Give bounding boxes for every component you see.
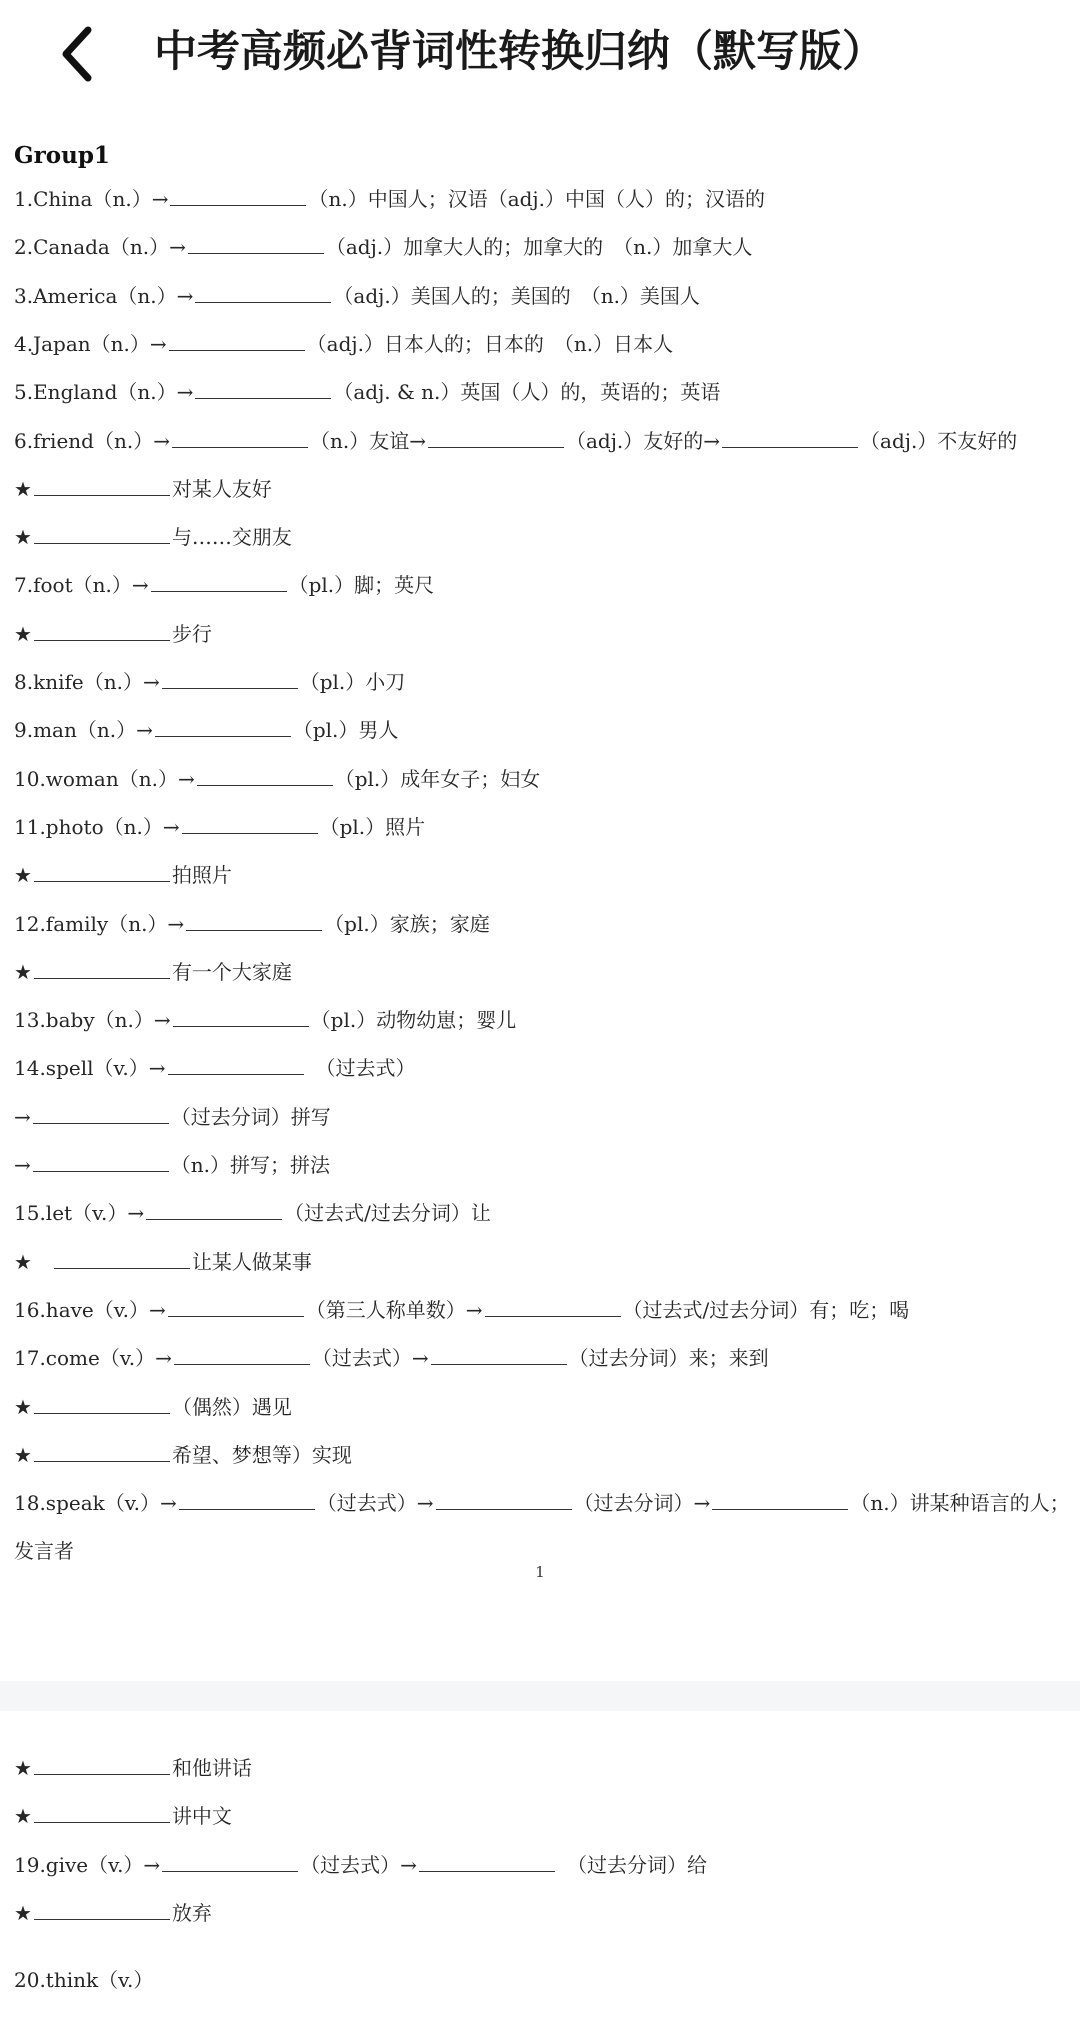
exercise-line bbox=[14, 710, 1080, 750]
line-text: （过去式）→ bbox=[311, 1346, 429, 1371]
back-button[interactable] bbox=[44, 18, 116, 90]
line-text: （pl.）小刀 bbox=[299, 670, 406, 694]
top-bar bbox=[0, 0, 1080, 108]
answer-blank[interactable] bbox=[172, 421, 308, 448]
exercise-line bbox=[14, 614, 1080, 654]
line-text: 对某人友好 bbox=[171, 476, 272, 501]
line-text: （过去分词）给 bbox=[556, 1852, 707, 1877]
answer-blank[interactable] bbox=[179, 1483, 315, 1510]
answer-blank[interactable] bbox=[34, 1893, 170, 1920]
answer-blank[interactable] bbox=[419, 1845, 555, 1872]
answer-blank[interactable] bbox=[34, 614, 170, 641]
answer-blank[interactable] bbox=[170, 179, 306, 206]
line-text: 14.spell（v.）→ bbox=[14, 1056, 166, 1081]
line-text: 放弃 bbox=[171, 1900, 212, 1925]
answer-blank[interactable] bbox=[197, 759, 333, 786]
line-text: 16.have（v.）→ bbox=[14, 1297, 166, 1322]
answer-blank[interactable] bbox=[182, 807, 318, 834]
line-text: （pl.）成年女子；妇女 bbox=[334, 766, 541, 791]
answer-blank[interactable] bbox=[195, 372, 331, 399]
answer-blank[interactable] bbox=[54, 1242, 190, 1269]
line-text: 11.photo（n.）→ bbox=[14, 814, 180, 839]
exercise-line bbox=[14, 662, 1080, 702]
line-text: （pl.）家族；家庭 bbox=[324, 911, 490, 936]
page-number: 1 bbox=[535, 1563, 545, 1581]
line-text: 12.family（n.）→ bbox=[14, 911, 185, 936]
line-text: 15.let（v.）→ bbox=[14, 1201, 145, 1226]
exercise-line bbox=[14, 904, 1080, 944]
answer-blank[interactable] bbox=[34, 952, 170, 979]
answer-blank[interactable] bbox=[33, 1097, 169, 1124]
line-text: ★ bbox=[14, 1756, 32, 1780]
line-text: 17.come（v.）→ bbox=[14, 1346, 172, 1371]
line-text: 拍照片 bbox=[171, 863, 232, 888]
line-text: （过去式/过去分词）让 bbox=[284, 1201, 491, 1226]
line-text: （adj. & n.）英国（人）的，英语的；英语 bbox=[333, 380, 721, 405]
answer-blank[interactable] bbox=[428, 421, 564, 448]
line-text: ★ bbox=[14, 1249, 52, 1274]
exercise-line bbox=[14, 1193, 1080, 1233]
answer-blank[interactable] bbox=[34, 1748, 170, 1775]
exercise-line bbox=[14, 469, 1080, 509]
exercise-line bbox=[14, 1748, 1080, 1788]
exercise-line bbox=[14, 565, 1080, 605]
line-text: ★ bbox=[14, 959, 32, 984]
line-text: （过去分词）拼写 bbox=[170, 1104, 331, 1129]
line-text: ★ bbox=[14, 1804, 32, 1829]
line-text: （pl.）男人 bbox=[292, 718, 399, 743]
answer-blank[interactable] bbox=[162, 662, 298, 689]
line-text: 3.America（n.）→ bbox=[14, 283, 194, 308]
exercise-line bbox=[14, 759, 1080, 799]
answer-blank[interactable] bbox=[151, 565, 287, 592]
line-text: 1.China（n.）→ bbox=[14, 187, 169, 211]
line-text: 10.woman（n.）→ bbox=[14, 766, 195, 791]
line-text: 步行 bbox=[171, 621, 212, 646]
line-text: ★ bbox=[14, 1394, 32, 1419]
line-text: 讲中文 bbox=[171, 1804, 232, 1829]
line-text: 5.England（n.）→ bbox=[14, 380, 194, 405]
exercise-line bbox=[14, 1048, 1080, 1088]
answer-blank[interactable] bbox=[155, 710, 291, 737]
answer-blank[interactable] bbox=[33, 1145, 169, 1172]
answer-blank[interactable] bbox=[174, 1338, 310, 1365]
answer-blank[interactable] bbox=[188, 227, 324, 254]
exercise-line bbox=[14, 421, 1080, 461]
line-text: （过去式） bbox=[305, 1056, 416, 1081]
chevron-left-icon bbox=[44, 18, 116, 90]
line-text: （n.）友谊→ bbox=[309, 428, 426, 453]
answer-blank[interactable] bbox=[195, 276, 331, 303]
line-text: ★ bbox=[14, 476, 32, 501]
exercise-line bbox=[14, 276, 1080, 316]
exercise-line bbox=[14, 1290, 1080, 1330]
line-text: ★ bbox=[14, 863, 32, 888]
line-text: 有一个大家庭 bbox=[171, 959, 292, 984]
line-text: ★ bbox=[14, 621, 32, 646]
line-text: 7.foot（n.）→ bbox=[14, 573, 149, 598]
line-text: ★ bbox=[14, 1442, 32, 1467]
line-text: 9.man（n.）→ bbox=[14, 718, 153, 743]
exercise-line bbox=[14, 1387, 1080, 1427]
exercise-line bbox=[14, 1097, 1080, 1137]
exercise-line bbox=[14, 855, 1080, 895]
line-text: 18.speak（v.）→ bbox=[14, 1491, 177, 1516]
line-text: 和他讲话 bbox=[171, 1756, 252, 1780]
exercise-line bbox=[14, 517, 1080, 557]
exercise-line bbox=[14, 1000, 1080, 1040]
line-text: （adj.）友好的→ bbox=[565, 428, 721, 453]
exercise-line bbox=[14, 807, 1080, 847]
answer-blank[interactable] bbox=[431, 1338, 567, 1365]
exercise-line bbox=[14, 324, 1080, 364]
exercise-line bbox=[14, 372, 1080, 412]
line-text: 19.give（v.）→ bbox=[14, 1852, 161, 1877]
answer-blank[interactable] bbox=[173, 1000, 309, 1027]
exercise-line bbox=[14, 1145, 1080, 1185]
line-text: （过去分词）→ bbox=[573, 1491, 711, 1516]
line-text: 与……交朋友 bbox=[171, 525, 292, 550]
answer-blank[interactable] bbox=[168, 1048, 304, 1075]
line-text: （过去式）→ bbox=[316, 1491, 434, 1516]
answer-blank[interactable] bbox=[34, 1796, 170, 1823]
answer-blank[interactable] bbox=[485, 1290, 621, 1317]
exercise-line bbox=[14, 1338, 1080, 1378]
exercise-line bbox=[14, 179, 1080, 219]
group-heading: Group1 bbox=[14, 142, 110, 169]
answer-blank[interactable] bbox=[34, 517, 170, 544]
line-text: （pl.）照片 bbox=[319, 814, 426, 839]
line-text: （过去式）→ bbox=[300, 1852, 417, 1877]
exercise-line bbox=[14, 1845, 1080, 1885]
line-text: 8.knife（n.）→ bbox=[14, 670, 160, 694]
line-text: （adj.）加拿大人的；加拿大的 （n.）加拿大人 bbox=[325, 235, 753, 260]
exercise-line bbox=[14, 1435, 1080, 1475]
line-text: （n.）拼写；拼法 bbox=[170, 1153, 331, 1177]
line-text: （过去式/过去分词）有；吃；喝 bbox=[622, 1297, 910, 1322]
answer-blank[interactable] bbox=[436, 1483, 572, 1510]
page-title: 中考高频必背词性转换归纳（默写版） bbox=[154, 27, 885, 77]
exercise-line bbox=[14, 1242, 1080, 1282]
answer-blank[interactable] bbox=[168, 1290, 304, 1317]
answer-blank[interactable] bbox=[34, 469, 170, 496]
line-text: 4.Japan（n.）→ bbox=[14, 331, 167, 356]
line-text: （n.）讲某种语言的人； bbox=[850, 1491, 1070, 1516]
exercise-line bbox=[14, 952, 1080, 992]
document-page-1[interactable] bbox=[0, 108, 1080, 1681]
line-text: 希望、梦想等）实现 bbox=[171, 1442, 352, 1467]
line-text: ★ bbox=[14, 525, 32, 550]
page-separator bbox=[0, 1681, 1080, 1711]
line-text: 6.friend（n.）→ bbox=[14, 428, 170, 453]
answer-blank[interactable] bbox=[162, 1845, 298, 1872]
answer-blank[interactable] bbox=[186, 904, 322, 931]
exercise-line bbox=[14, 1796, 1080, 1836]
line-text: 发言者 bbox=[14, 1539, 74, 1564]
answer-blank[interactable] bbox=[146, 1193, 282, 1220]
answer-blank[interactable] bbox=[34, 855, 170, 882]
line-text: （adj.）美国人的；美国的 （n.）美国人 bbox=[333, 283, 700, 308]
line-text: （第三人称单数）→ bbox=[305, 1297, 483, 1322]
answer-blank[interactable] bbox=[722, 421, 858, 448]
line-text: 让某人做某事 bbox=[191, 1249, 312, 1274]
line-text: → bbox=[14, 1104, 31, 1129]
exercise-line bbox=[14, 1893, 1080, 1933]
exercise-line bbox=[14, 227, 1080, 267]
line-text: （pl.）动物幼崽；婴儿 bbox=[310, 1008, 517, 1033]
line-text: 2.Canada（n.）→ bbox=[14, 235, 186, 260]
answer-blank[interactable] bbox=[34, 1387, 170, 1414]
line-text: （过去分词）来；来到 bbox=[568, 1346, 769, 1371]
line-text: ★ bbox=[14, 1900, 32, 1925]
line-text: （adj.）不友好的 bbox=[860, 428, 1018, 453]
exercise-line bbox=[14, 1483, 1080, 1523]
partial-line: 20.think（v.） bbox=[14, 1968, 154, 1992]
answer-blank[interactable] bbox=[34, 1435, 170, 1462]
line-text: （n.）中国人；汉语（adj.）中国（人）的；汉语的 bbox=[308, 187, 765, 211]
line-text: （adj.）日本人的；日本的 （n.）日本人 bbox=[306, 331, 674, 356]
line-text: 13.baby（n.）→ bbox=[14, 1008, 171, 1033]
line-text: （pl.）脚；英尺 bbox=[288, 573, 435, 598]
answer-blank[interactable] bbox=[712, 1483, 848, 1510]
line-text: → bbox=[14, 1153, 31, 1177]
answer-blank[interactable] bbox=[169, 324, 305, 351]
line-text: （偶然）遇见 bbox=[171, 1394, 292, 1419]
